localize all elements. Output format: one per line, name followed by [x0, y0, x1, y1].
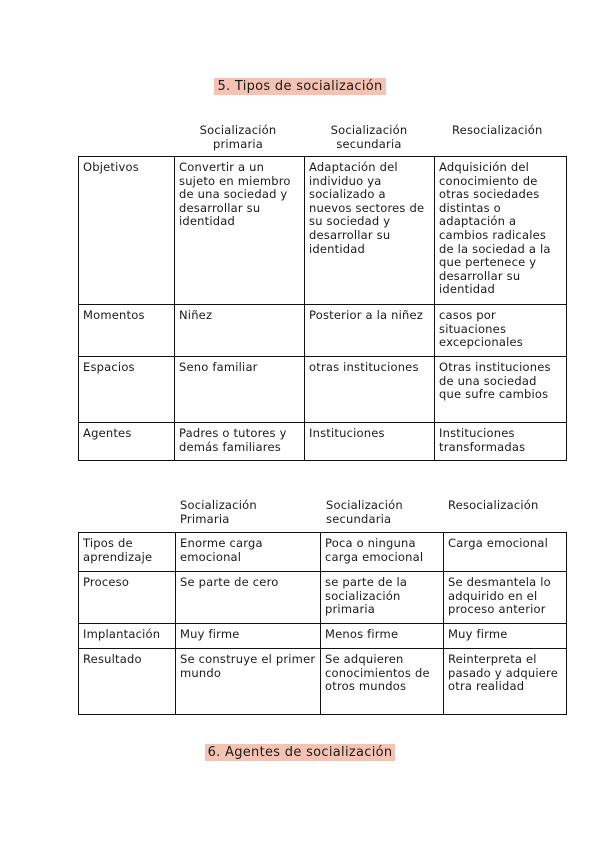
table-cell: casos por situaciones excepcionales — [435, 305, 567, 357]
table-row — [79, 357, 567, 423]
row-label: Implantación — [79, 624, 176, 649]
table-cell: Muy firme — [176, 624, 321, 649]
table-cell: Instituciones transformadas — [435, 423, 567, 461]
section-6-heading — [0, 745, 600, 760]
socialization-types-table — [78, 156, 567, 461]
row-label: Momentos — [79, 305, 175, 357]
table-cell: otras instituciones — [305, 357, 435, 423]
row-label: Tipos de aprendizaje — [79, 533, 176, 572]
row-label: Resultado — [79, 649, 176, 715]
table1-header-resocializacion: Resocialización — [452, 123, 543, 137]
table1-header-secundaria: Socialización secundaria — [330, 123, 408, 151]
table-cell: Instituciones — [305, 423, 435, 461]
table-cell: Muy firme — [444, 624, 567, 649]
table-cell: Se parte de cero — [176, 572, 321, 624]
table-cell: Se adquieren conocimientos de otros mundos — [321, 649, 444, 715]
table-cell: Padres o tutores y demás familiares — [175, 423, 305, 461]
table-cell: Seno familiar — [175, 357, 305, 423]
table-cell: se parte de la socialización primaria — [321, 572, 444, 624]
section-5-heading — [0, 79, 600, 94]
table2-header-resocializacion: Resocialización — [448, 498, 539, 512]
table2-header-secundaria: Socialización secundaria — [326, 498, 403, 526]
section-5-title: 5. Tipos de socialización — [214, 78, 385, 95]
table-cell: Otras instituciones de una sociedad que sufre cambios — [435, 357, 567, 423]
table-row — [79, 649, 567, 715]
table-cell: Menos firme — [321, 624, 444, 649]
row-label: Espacios — [79, 357, 175, 423]
table-row — [79, 533, 567, 572]
table-cell: Convertir a un sujeto en miembro de una sociedad y desarrollar su identidad — [175, 157, 305, 305]
table-row — [79, 423, 567, 461]
row-label: Proceso — [79, 572, 176, 624]
table-cell: Reinterpreta el pasado y adquiere otra realidad — [444, 649, 567, 715]
table-cell: Poca o ninguna carga emocional — [321, 533, 444, 572]
row-label: Agentes — [79, 423, 175, 461]
table-cell: Carga emocional — [444, 533, 567, 572]
table-cell: Niñez — [175, 305, 305, 357]
table-cell: Se desmantela lo adquirido en el proceso anterior — [444, 572, 567, 624]
socialization-comparison-table — [78, 532, 567, 715]
row-label: Objetivos — [79, 157, 175, 305]
section-6-title: 6. Agentes de socialización — [205, 744, 396, 761]
table-cell: Posterior a la niñez — [305, 305, 435, 357]
table-row — [79, 305, 567, 357]
table-cell: Adquisición del conocimiento de otras sociedades distintas o adaptación a cambios radicales de la sociedad a la que pertenece y desarrollar su identidad — [435, 157, 567, 305]
table-cell: Adaptación del individuo ya socializado a nuevos sectores de su sociedad y desarrollar su identidad — [305, 157, 435, 305]
table2-header-primaria: Socialización Primaria — [180, 498, 257, 526]
table-cell: Se construye el primer mundo — [176, 649, 321, 715]
table1-header-primaria: Socialización primaria — [199, 123, 277, 151]
table-row — [79, 572, 567, 624]
table-row — [79, 157, 567, 305]
table-row — [79, 624, 567, 649]
table-cell: Enorme carga emocional — [176, 533, 321, 572]
